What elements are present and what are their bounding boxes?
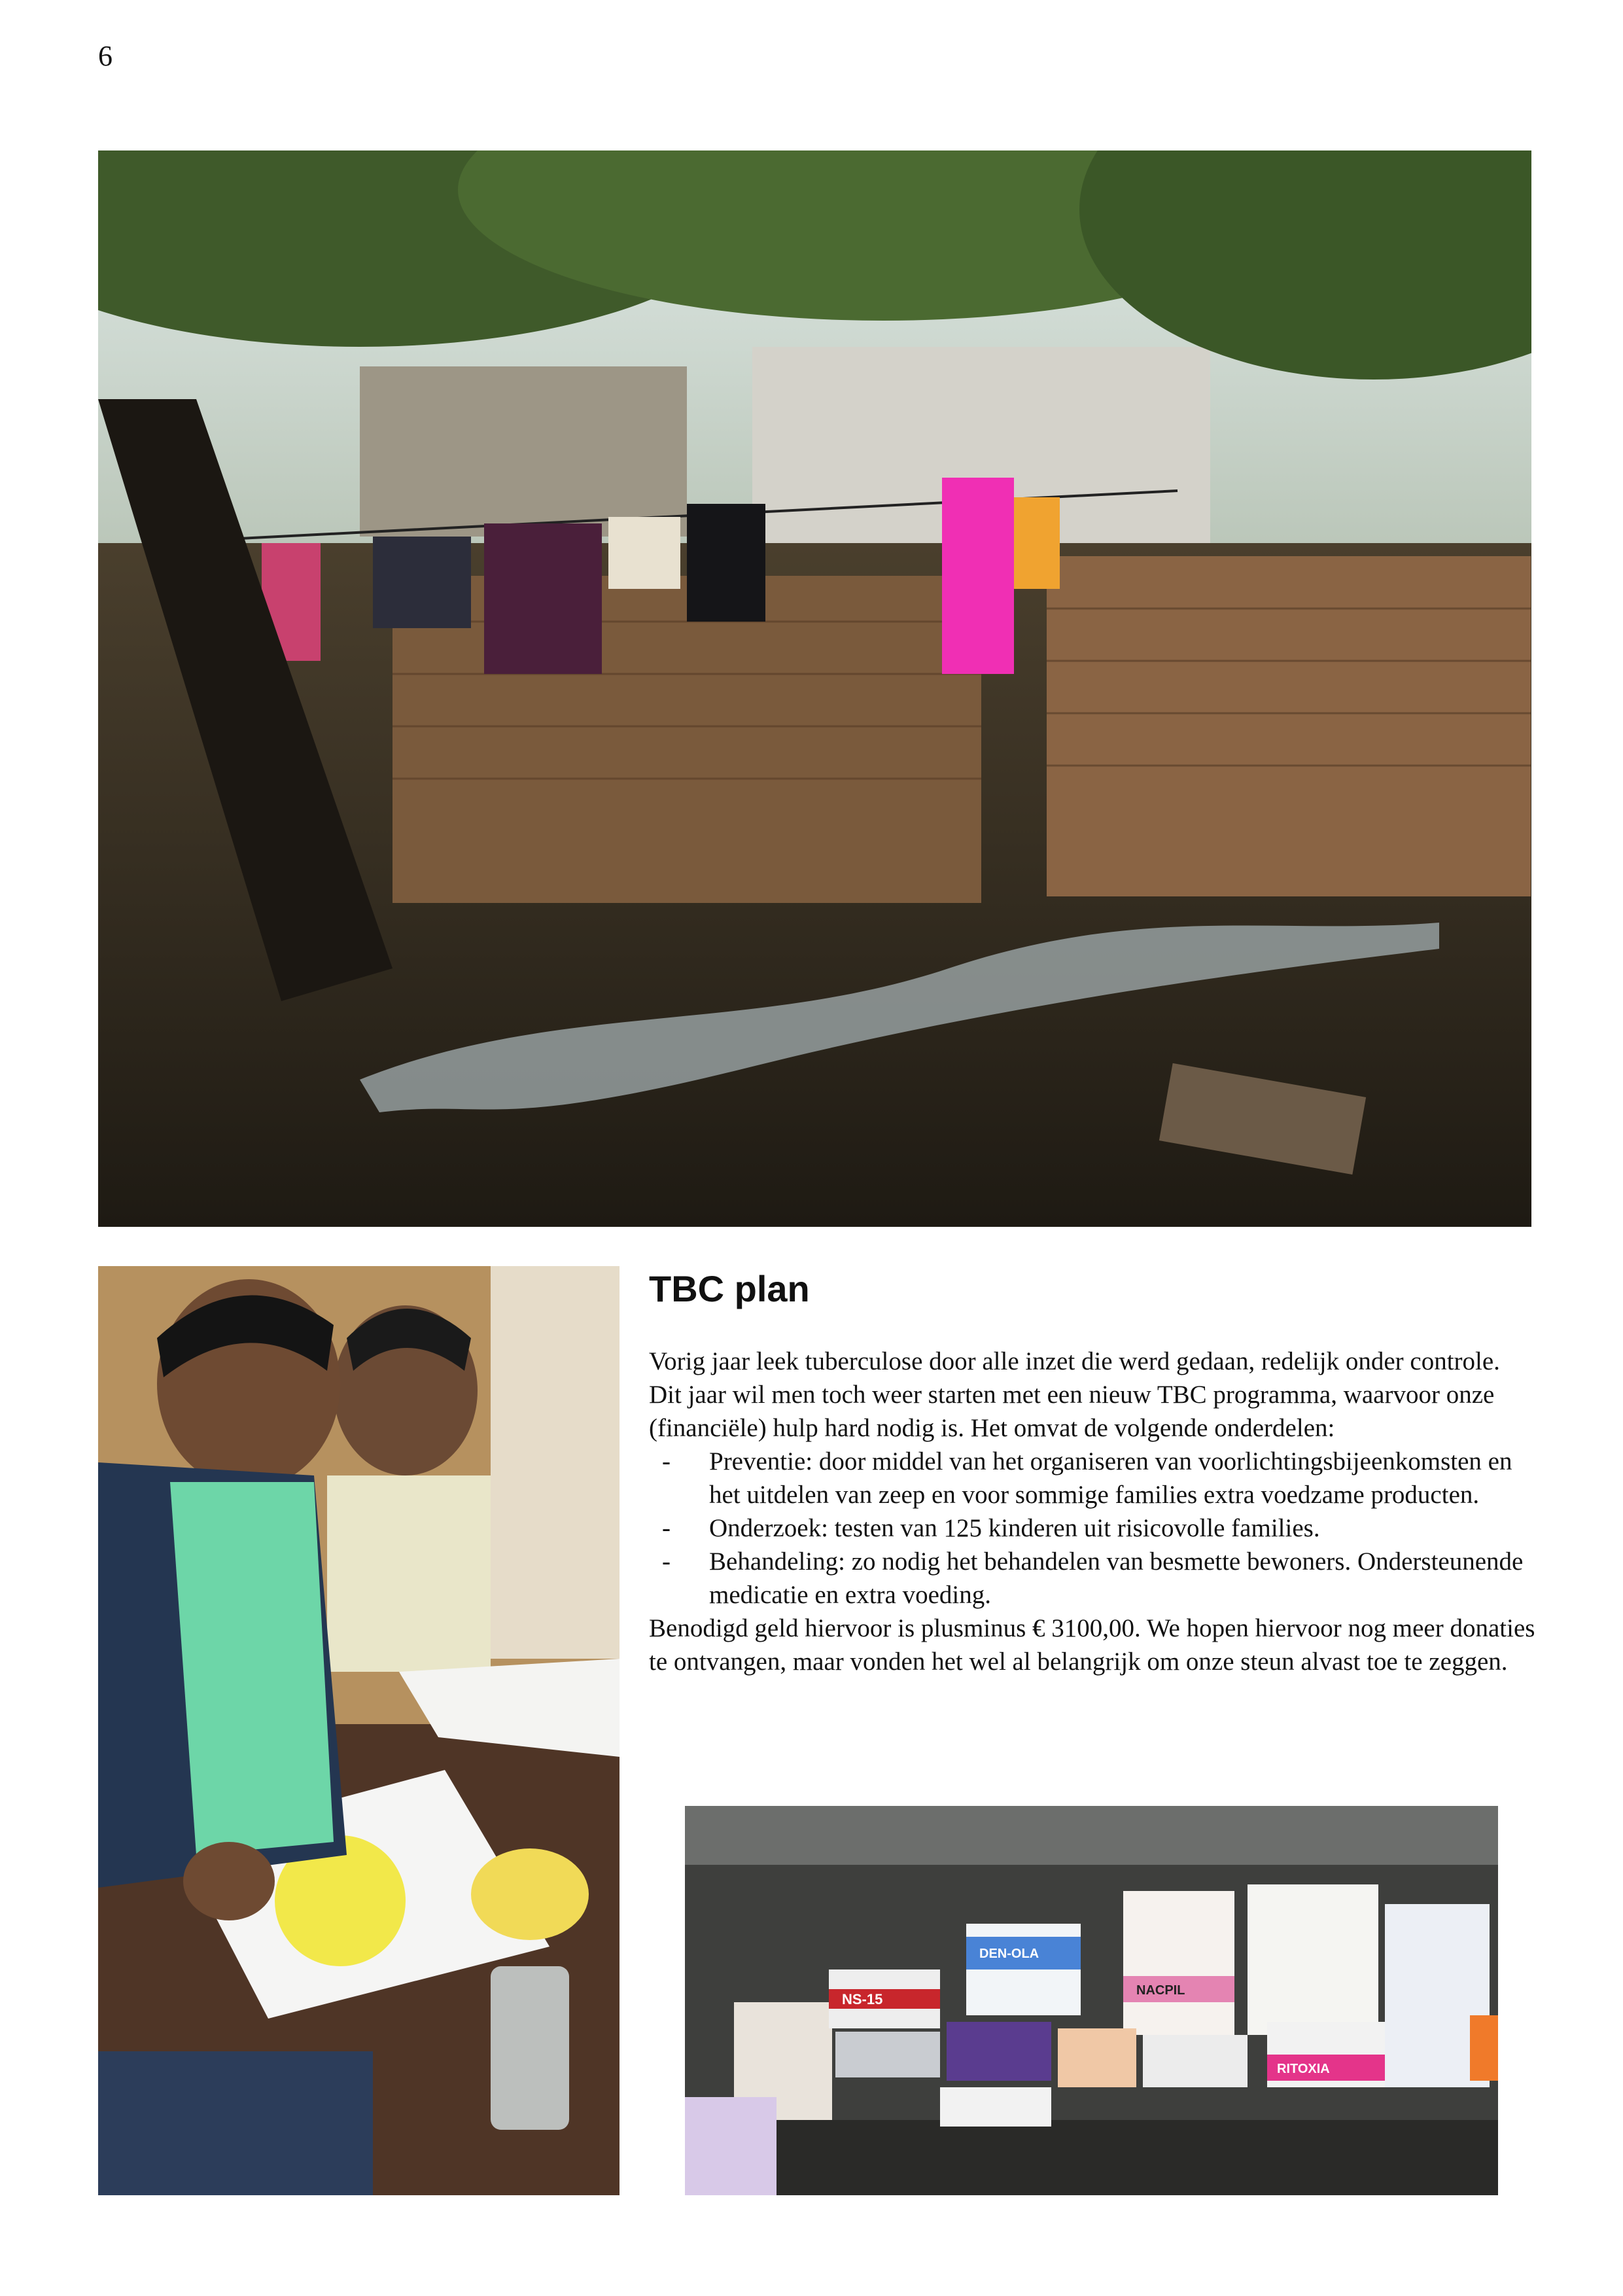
medicine-photo (685, 1806, 1498, 2195)
medicine-box (829, 1969, 940, 2028)
medicine-box (1248, 1884, 1391, 2087)
medicine-box (966, 1924, 1081, 2015)
medicine-box (1123, 1891, 1234, 2035)
list-item-text: Behandeling: zo nodig het behandelen van besmette bewoners. Ondersteunende medicatie en extra voeding. (709, 1547, 1524, 1609)
list-dash: - (662, 1547, 671, 1576)
tbc-plan-article (649, 1260, 1539, 1678)
list-dash: - (662, 1447, 671, 1475)
page-number: 6 (98, 40, 113, 72)
list-item (649, 1511, 1539, 1545)
article-title: TBC plan (649, 1268, 810, 1309)
list-item (649, 1445, 1539, 1511)
list-item-text: Onderzoek: testen van 125 kinderen uit risicovolle families. (709, 1514, 1320, 1542)
article-outro: Benodigd geld hiervoor is plusminus € 3100,00. We hopen hiervoor nog meer donaties te ontvangen, maar vonden het wel al belangrijk om onze steun alvast toe te zeggen. (649, 1614, 1535, 1676)
list-item-text: Preventie: door middel van het organiseren van voorlichtingsbijeenkomsten en het uitdelen van zeep en voor sommige families extra voedzame producten. (709, 1447, 1512, 1509)
plan-list (649, 1445, 1539, 1612)
workers-photo (98, 1266, 620, 2195)
box-label: NS-15 (842, 1991, 883, 2007)
box-label: NACPIL (1136, 1983, 1185, 1998)
box-label: DEN-OLA (979, 1947, 1039, 1961)
slum-photo (98, 150, 1531, 1227)
list-item (649, 1545, 1539, 1612)
list-dash: - (662, 1514, 671, 1542)
article-intro: Vorig jaar leek tuberculose door alle inzet die werd gedaan, redelijk onder controle. Dit jaar wil men toch weer starten met een nieuw TBC programma, waarvoor onze (financiële) hulp hard nodig is. Het omvat de volgende onderdelen: (649, 1347, 1500, 1442)
box-label: RITOXIA (1277, 2062, 1330, 2076)
